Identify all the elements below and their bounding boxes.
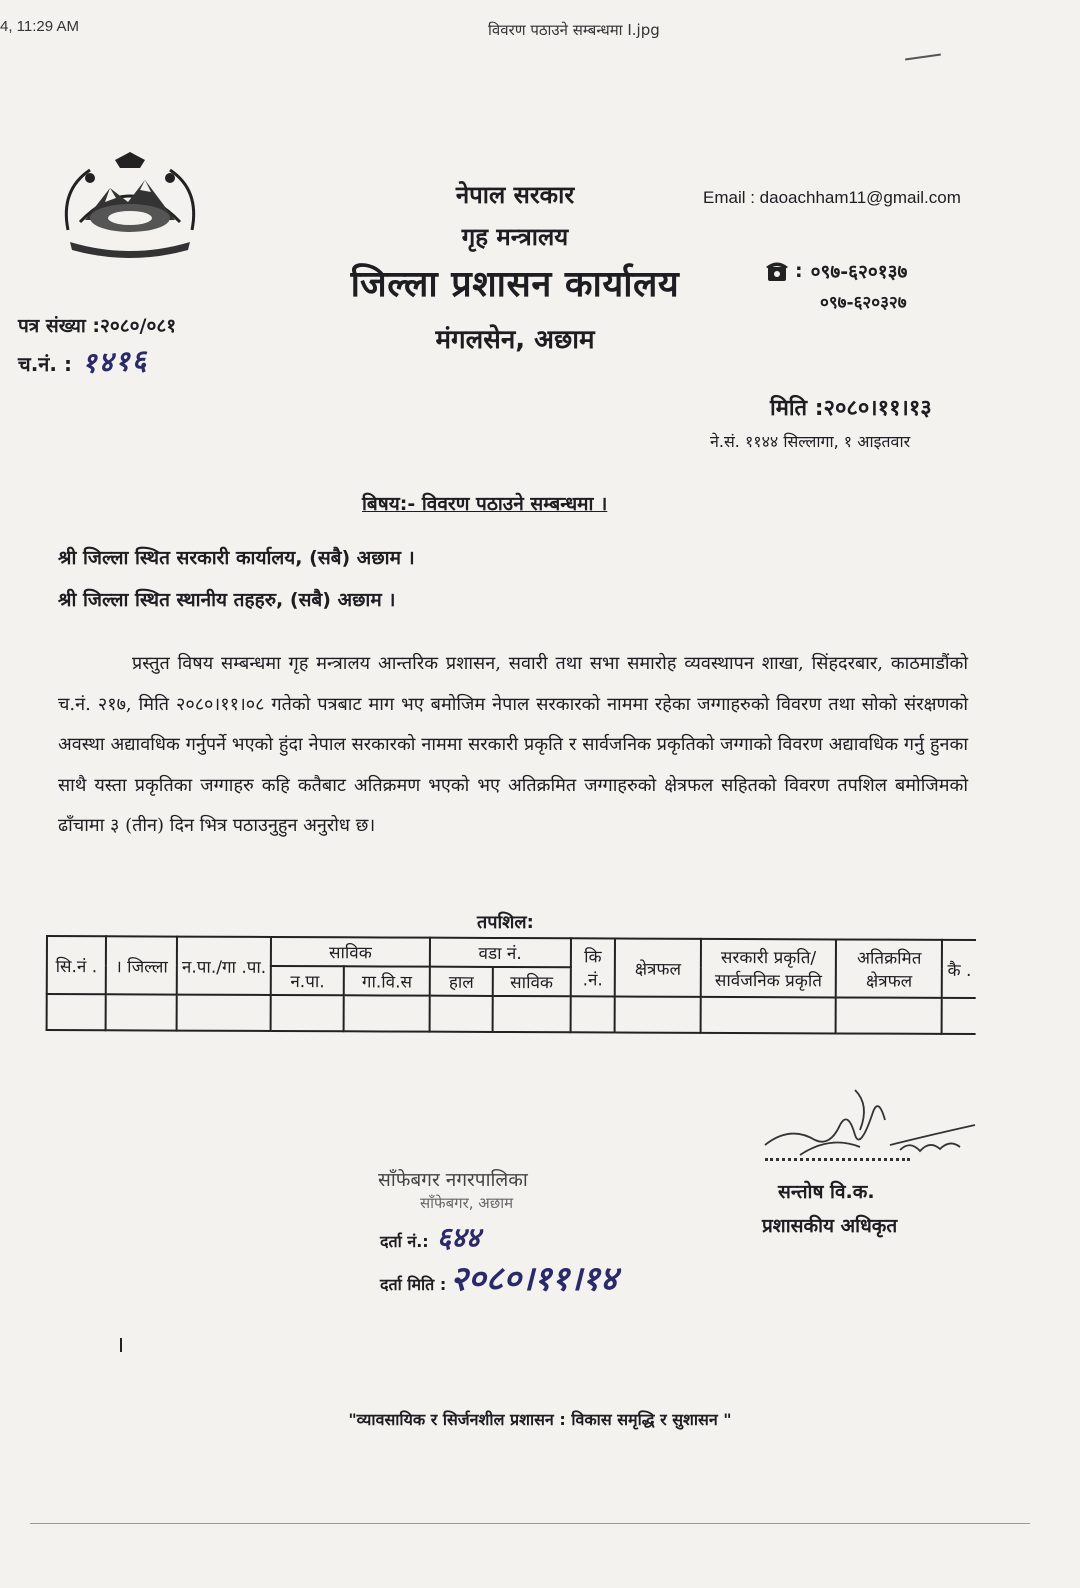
table-cell bbox=[177, 995, 271, 1031]
recipient-2: श्री जिल्ला स्थित स्थानीय तहहरु, (सबै) अछाम । bbox=[58, 589, 396, 611]
table-cell bbox=[700, 997, 836, 1034]
header-ward-sabik: साविक bbox=[493, 967, 571, 996]
subject-line: बिषय:- विवरण पठाउने सम्बन्धमा । bbox=[362, 493, 608, 515]
signatory-name: सन्तोष वि.क. bbox=[778, 1181, 875, 1203]
email-address: Email : daoachham11@gmail.com bbox=[703, 188, 961, 207]
details-table bbox=[46, 935, 976, 1035]
table-cell bbox=[493, 996, 571, 1032]
phone-row bbox=[765, 258, 907, 284]
phone-number-1: ०९७-६२०१३७ bbox=[810, 261, 908, 283]
print-timestamp: 4, 11:29 AM bbox=[0, 18, 79, 35]
table-cell bbox=[615, 996, 701, 1032]
government-name: नेपाल सरकार bbox=[455, 181, 575, 209]
stray-mark bbox=[120, 1338, 122, 1352]
header-ward-current: हाल bbox=[430, 967, 493, 996]
phone-separator: : bbox=[795, 260, 803, 282]
registration-date bbox=[380, 1254, 618, 1300]
registration-number-value: ६४४ bbox=[436, 1221, 481, 1254]
header-sn: सि.नं . bbox=[47, 936, 106, 994]
office-name: जिल्ला प्रशासन कार्यालय bbox=[350, 264, 680, 305]
signatory-title: प्रशासकीय अधिकृत bbox=[762, 1215, 898, 1237]
dispatch-value: १४१६ bbox=[81, 343, 150, 380]
table-cell bbox=[344, 995, 430, 1031]
receipt-stamp-municipality: साँफेबगर नगरपालिका bbox=[378, 1169, 528, 1191]
table-cell bbox=[47, 994, 106, 1030]
dispatch-label: च.नं. : bbox=[18, 352, 72, 376]
signature-image bbox=[760, 1085, 980, 1175]
phone-number-2: ०९७-६२०३२७ bbox=[820, 293, 907, 313]
table-title: तपशिल: bbox=[477, 912, 534, 933]
header-district: । जिल्ला bbox=[106, 936, 178, 994]
ministry-name: गृह मन्त्रालय bbox=[461, 223, 569, 251]
header-sabik-group: साविक bbox=[271, 937, 430, 967]
registration-number bbox=[380, 1218, 480, 1256]
registration-number-label: दर्ता नं.: bbox=[380, 1232, 429, 1251]
header-kitta: कि .नं. bbox=[570, 938, 615, 996]
table-cell bbox=[836, 997, 942, 1033]
header-municipality: न.पा./गा .पा. bbox=[177, 937, 271, 995]
file-name: विवरण पठाउने सम्बन्धमा I.jpg bbox=[488, 21, 660, 39]
header-ward-group: वडा नं. bbox=[430, 938, 571, 968]
header-remarks: कै . bbox=[942, 940, 976, 998]
receipt-stamp-place: साँफेबगर, अछाम bbox=[420, 1194, 514, 1212]
registration-date-value: २०८०।११।१४ bbox=[450, 1259, 618, 1299]
header-sabik-napa: न.पा. bbox=[271, 966, 344, 995]
table-row bbox=[47, 994, 976, 1034]
header-sabik-gavis: गा.वि.स bbox=[344, 966, 430, 995]
letter-number: पत्र संख्या :२०८०/०८१ bbox=[18, 315, 177, 337]
signature-dotted-line bbox=[765, 1158, 910, 1161]
table-cell bbox=[570, 996, 615, 1032]
footer-divider bbox=[30, 1523, 1030, 1524]
table-cell bbox=[430, 996, 493, 1032]
office-location: मंगलसेन, अछाम bbox=[435, 325, 595, 355]
table-header-row bbox=[47, 936, 976, 969]
office-motto: "व्यावसायिक र सिर्जनशील प्रशासन : विकास समृद्धि र सुशासन " bbox=[348, 1410, 732, 1429]
letter-body: प्रस्तुत विषय सम्बन्धमा गृह मन्त्रालय आन्तरिक प्रशासन, सवारी तथा सभा समारोह व्यवस्थापन शाखा, सिंहदरबार, काठमाडौंको च.नं. २१७, मिति २०८०।११।०८ गतेको पत्रबाट माग भए बमोजिम नेपाल सरकारको नाममा रहेका जग्गाहरुको विवरण तथा सोको संरक्षणको अवस्था अद्यावधिक गर्नुपर्ने भएको हुंदा नेपाल सरकारको नाममा सरकारी प्रकृति र सार्वजनिक प्रकृतिको जग्गाको विवरण अद्यावधिक गर्नु हुनका साथै यस्ता प्रकृतिका जग्गाहरु कहि कतैबाट अतिक्रमण भएको भए अतिक्रमित जग्गाहरुको क्षेत्रफल सहितको विवरण तपशिल बमोजिमको ढाँचामा ३ (तीन) दिन भित्र पठाउनुहुन अनुरोध छ। bbox=[58, 653, 968, 836]
registration-date-label: दर्ता मिति : bbox=[380, 1275, 447, 1294]
header-area: क्षेत्रफल bbox=[615, 938, 701, 996]
header-encroached: अतिक्रमित क्षेत्रफल bbox=[836, 939, 942, 997]
header-nature: सरकारी प्रकृति/सार्वजनिक प्रकृति bbox=[701, 939, 837, 998]
table-cell bbox=[271, 995, 344, 1031]
nepal-emblem-icon bbox=[50, 150, 210, 265]
dispatch-number bbox=[18, 342, 148, 380]
letter-date: मिति :२०८०।११।१३ bbox=[770, 396, 932, 421]
recipient-1: श्री जिल्ला स्थित सरकारी कार्यालय, (सबै) अछाम । bbox=[58, 547, 415, 569]
table-cell bbox=[942, 998, 976, 1034]
pen-mark bbox=[905, 54, 941, 61]
nepal-sambat-date: ने.सं. ११४४ सिल्लागा, १ आइतवार bbox=[710, 432, 911, 451]
table-cell bbox=[106, 994, 177, 1030]
telephone-icon bbox=[765, 260, 789, 282]
